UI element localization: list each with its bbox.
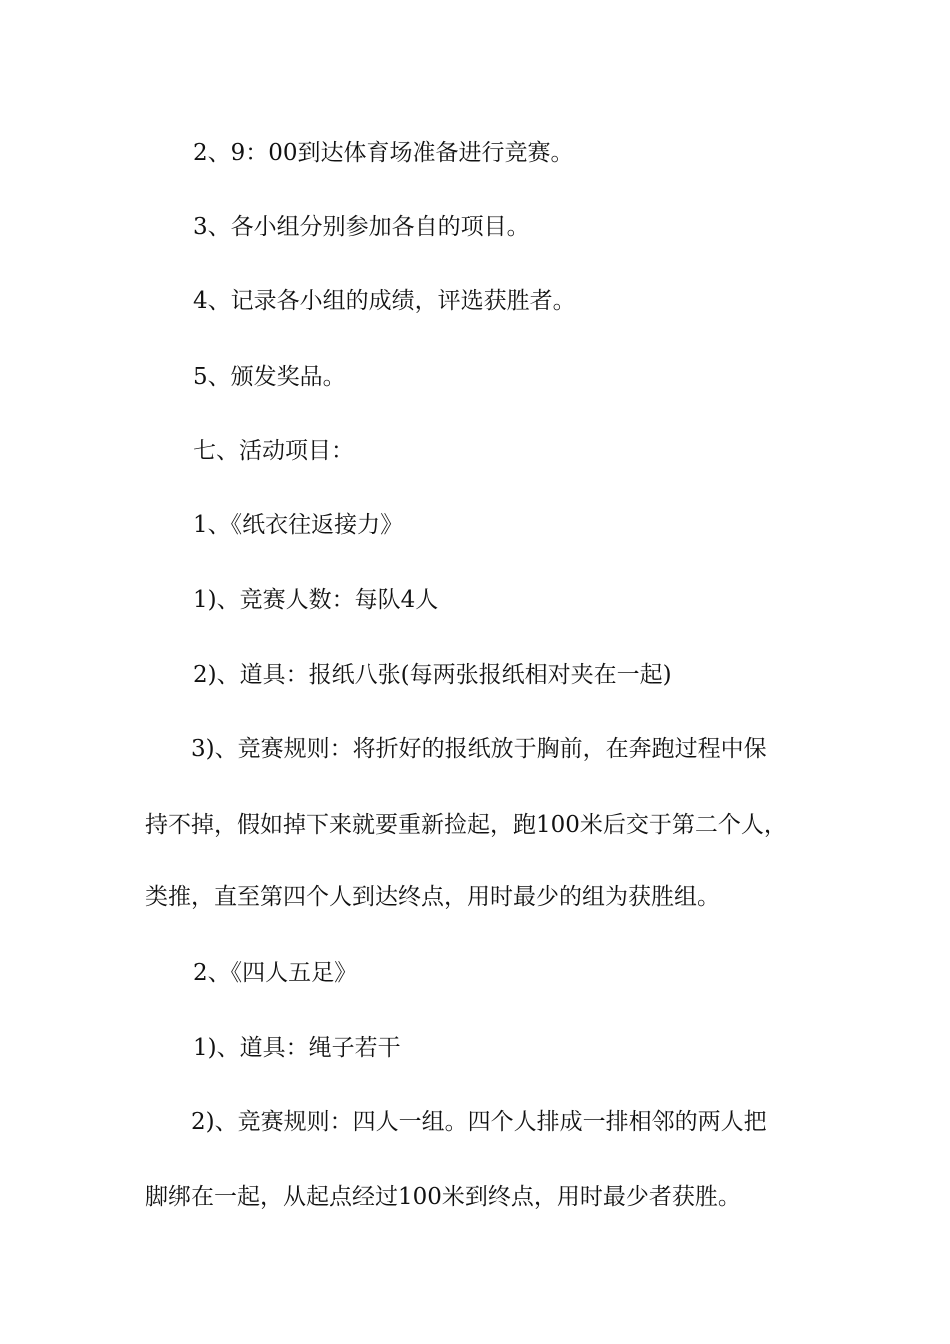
activity-2-title: 2、《四人五足》 [193, 960, 358, 986]
step-4-line: 4、记录各小组的成绩，评选获胜者。 [193, 288, 576, 314]
step-5-line: 5、颁发奖品。 [193, 364, 346, 390]
activity-2-rules-line-2: 脚绑在一起，从起点经过100米到终点，用时最少者获胜。 [145, 1184, 741, 1210]
step-3-line: 3、各小组分别参加各自的项目。 [193, 214, 530, 240]
activity-1-participants: 1)、竞赛人数：每队4人 [193, 587, 439, 613]
activity-1-rules-line-2: 持不掉，假如掉下来就要重新捡起，跑100米后交于第二个人， [145, 812, 787, 838]
section-heading-activities: 七、活动项目： [193, 438, 354, 464]
step-2-line: 2、9：00到达体育场准备进行竞赛。 [193, 140, 574, 166]
activity-1-rules-line-3: 类推，直至第四个人到达终点，用时最少的组为获胜组。 [145, 884, 720, 910]
activity-2-rules-line-1: 2)、竞赛规则：四人一组。四个人排成一排相邻的两人把 [191, 1109, 767, 1135]
activity-1-title: 1、《纸衣往返接力》 [193, 512, 404, 538]
activity-1-rules-line-1: 3)、竞赛规则：将折好的报纸放于胸前，在奔跑过程中保 [191, 736, 767, 762]
activity-2-props: 1)、道具：绳子若干 [193, 1035, 401, 1061]
activity-1-props: 2)、道具：报纸八张(每两张报纸相对夹在一起) [193, 662, 672, 688]
